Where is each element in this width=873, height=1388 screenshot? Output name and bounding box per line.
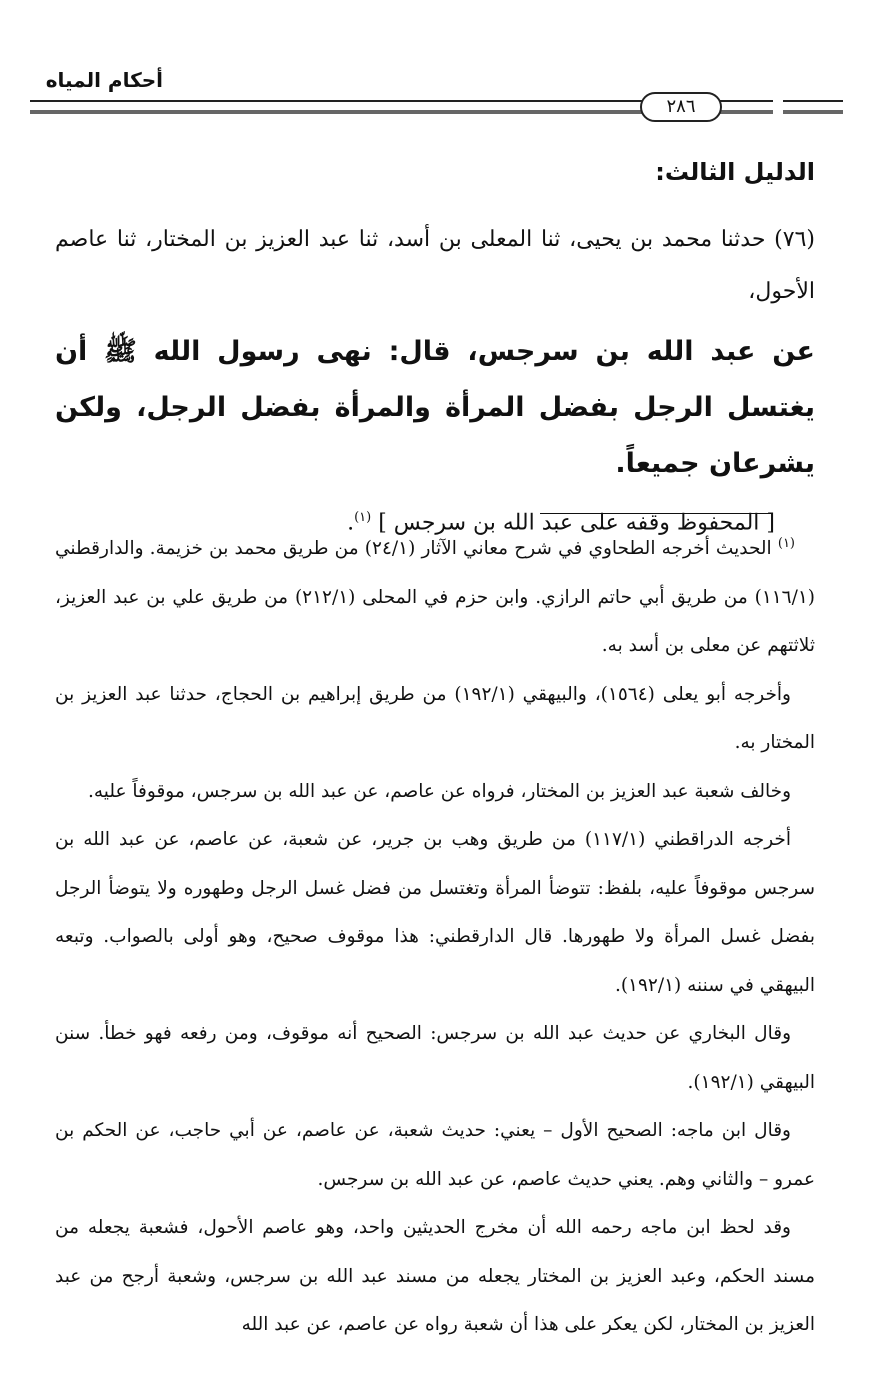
footnote-1-mark: (١): [777, 536, 795, 551]
running-head: [33, 68, 163, 92]
footnote-1-text: الحديث أخرجه الطحاوي في شرح معاني الآثار (٢٤/١) من طريق محمد بن خزيمة. والدارقطني (١١٦/١) من طريق أبي حاتم الرازي. وابن حزم في المحلى (٢١٢/١) من طريق علي بن عبد العزيز، ثلاثتهم عن معلى بن أسد به.: [55, 538, 816, 657]
isnad-chain: (٧٦) حدثنا محمد بن يحيى، ثنا المعلى بن أسد، ثنا عبد العزيز بن المختار، ثنا عاصم الأحول،: [55, 227, 815, 304]
page-number: ٢٨٦: [640, 92, 722, 122]
footnote-paragraph: وقال ابن ماجه: الصحيح الأول – يعني: حديث شعبة، عن عاصم، عن أبي حاجب، عن الحكم بن عمرو – والثاني وهم. يعني حديث عاصم، عن عبد الله بن سرجس.: [55, 1120, 815, 1190]
hadith-text: عن عبد الله بن سرجس، قال: نهى رسول الله ﷺ أن يغتسل الرجل بفضل المرأة والمرأة بفضل الرجل، ولكن يشرعان جميعاً.: [55, 336, 815, 479]
footnote-paragraph: وقد لحظ ابن ماجه رحمه الله أن مخرج الحديثين واحد، وهو عاصم الأحول، فشعبة يجعله من مسند الحكم، وعبد العزيز بن المختار يجعله من مسند عبد الله بن سرجس، وشعبة أرجح من عبد العزيز بن المختار، لكن يعكر على هذا أن شعبة رواه عن عاصم، عن عبد الله: [55, 1217, 815, 1336]
footnote-1: [55, 520, 815, 671]
ruling-text: [ المحفوظ وقفه على عبد الله بن سرجس ]: [378, 510, 775, 536]
footnotes: [55, 520, 815, 1350]
footnote-paragraph: أخرجه الدراقطني (١١٧/١) من طريق وهب بن جرير، عن شعبة، عن عاصم، عن عبد الله بن سرجس موقوفاً عليه، بلفظ: تتوضأ المرأة وتغتسل من فضل غسل الرجل وطهوره ولا يتوضأ الرجل بفضل غسل المرأة ولا طهورها. قال الدارقطني: هذا موقوف صحيح، وهو أولى بالصواب. وتبعه البيهقي في سننه (١٩٢/١).: [55, 829, 815, 996]
footnote-reference[interactable]: (١): [354, 510, 372, 525]
footnote-paragraph: وخالف شعبة عبد العزيز بن المختار، فرواه عن عاصم، عن عبد الله بن سرجس، موقوفاً عليه.: [88, 780, 791, 802]
header-rule-right: [783, 100, 843, 114]
footnote-separator: [540, 513, 773, 514]
footnote-paragraph: وقال البخاري عن حديث عبد الله بن سرجس: الصحيح أنه موقوف، ومن رفعه فهو خطأ. سنن البيهقي (١٩٢/١).: [55, 1023, 815, 1093]
section-heading: الدليل الثالث:: [655, 158, 815, 186]
main-text: [55, 150, 815, 549]
footnote-paragraph: وأخرجه أبو يعلى (١٥٦٤)، والبيهقي (١٩٢/١) من طريق إبراهيم بن الحجاج، حدثنا عبد العزيز بن المختار به.: [55, 683, 815, 754]
running-title: أحكام المياه: [45, 68, 163, 92]
ruling-line: [ المحفوظ وقفه على عبد الله بن سرجس ] $^{(١)}$.: [347, 510, 775, 536]
